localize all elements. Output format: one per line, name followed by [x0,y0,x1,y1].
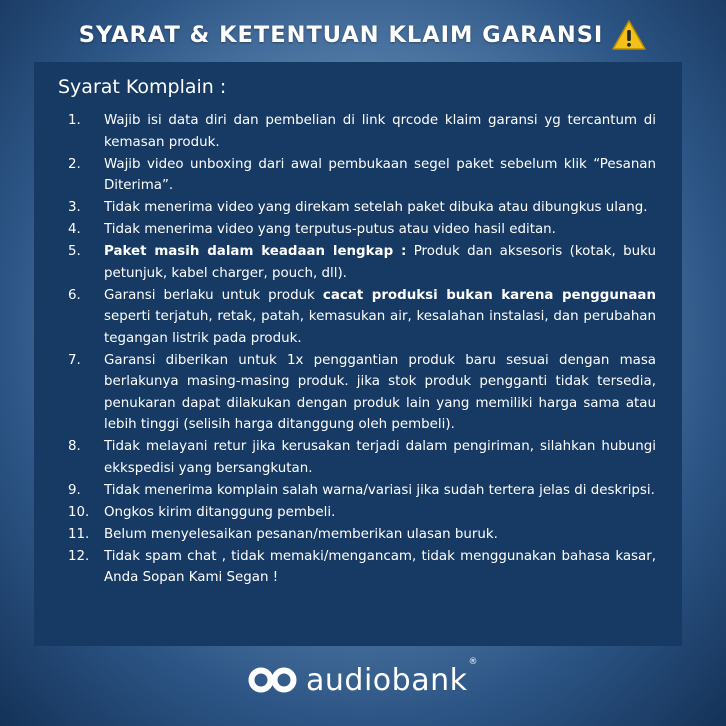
rules-list [58,110,656,589]
rule-number: 5. [68,244,81,259]
rule-item [58,480,656,502]
rule-text [104,241,656,284]
rule-number: 11. [68,526,90,542]
rule-item [58,524,656,546]
rule-text [104,480,656,502]
rule-text-plain: Tidak menerima komplain salah warna/variasi jika sudah tertera jelas di deskripsi. [104,482,655,498]
rule-text-bold: cacat produksi bukan karena penggunaan [322,287,656,303]
rule-text-bold: Paket masih dalam keadaan lengkap : [104,244,407,259]
rule-item [58,285,656,350]
rule-text-plain: Garansi diberikan untuk 1x penggantian produk baru sesuai dengan masa berlakunya masing-masing produk. jika stok produk pengganti tidak tersedia, penukaran dapat dilakukan dengan produk lain yang memiliki harga sama atau lebih tinggi (selisih harga ditanggung oleh pembeli). [104,352,656,432]
rule-text [104,197,656,219]
rule-text-plain: Produk dan aksesoris (kotak, buku petunjuk, kabel charger, pouch, dll). [104,244,656,281]
rule-text [104,524,656,546]
rule-text [104,285,656,350]
rule-number: 8. [68,439,81,454]
rule-number: 6. [68,287,81,303]
rule-number: 10. [68,504,90,520]
rule-text [104,546,656,589]
rule-text-plain: Garansi berlaku untuk produk [104,287,323,303]
page-title: SYARAT & KETENTUAN KLAIM GARANSI [78,22,604,48]
rule-text [104,502,656,524]
terms-panel [34,62,682,646]
brand-name: audiobank® [306,656,478,698]
rule-text-plain: Tidak menerima video yang direkam setelah paket dibuka atau dibungkus ulang. [104,200,648,215]
rule-number: 7. [68,352,81,368]
rule-text-plain: Wajib isi data diri dan pembelian di link qrcode klaim garansi yg tercantum di kemasan produk. [104,113,656,150]
rule-number: 1. [68,113,81,128]
rule-text-plain: Ongkos kirim ditanggung pembeli. [104,504,336,520]
rule-item [58,219,656,241]
rule-text [104,154,656,197]
registered-mark: ® [468,656,478,667]
rule-item [58,546,656,589]
rule-item [58,502,656,524]
rule-item [58,350,656,436]
rule-number: 2. [68,156,81,172]
rule-item [58,110,656,153]
rule-text-plain: Belum menyelesaikan pesanan/memberikan ulasan buruk. [104,526,498,542]
rule-item [58,154,656,197]
rule-number: 12. [68,548,90,564]
rule-text [104,350,656,436]
rule-item [58,197,656,219]
header [0,10,726,60]
rule-number: 3. [68,200,81,215]
rule-text-plain: Tidak melayani retur jika kerusakan terjadi dalam pengiriman, silahkan hubungi ekkspedisi yang bersangkutan. [104,439,656,476]
rule-text [104,219,656,241]
rule-text-plain: seperti terjatuh, retak, patah, kemasukan air, kesalahan instalasi, dan perubahan tegangan listrik pada produk. [104,309,656,346]
rule-text-plain: Wajib video unboxing dari awal pembukaan segel paket sebelum klik “Pesanan Diterima”. [104,156,656,193]
section-heading: Syarat Komplain : [58,76,227,98]
rule-item [58,436,656,479]
rule-text [104,110,656,153]
rule-item [58,241,656,284]
rule-text [104,436,656,479]
brand-footer [0,656,726,700]
rule-text-plain: Tidak spam chat , tidak memaki/mengancam, tidak menggunakan bahasa kasar, Anda Sopan Kami Segan ! [104,548,656,585]
audiobank-logo-icon [248,667,298,693]
rule-number: 9. [68,482,81,498]
rule-text-plain: Tidak menerima video yang terputus-putus atau video hasil editan. [104,222,556,237]
rule-number: 4. [68,222,81,237]
warning-icon [611,19,647,51]
